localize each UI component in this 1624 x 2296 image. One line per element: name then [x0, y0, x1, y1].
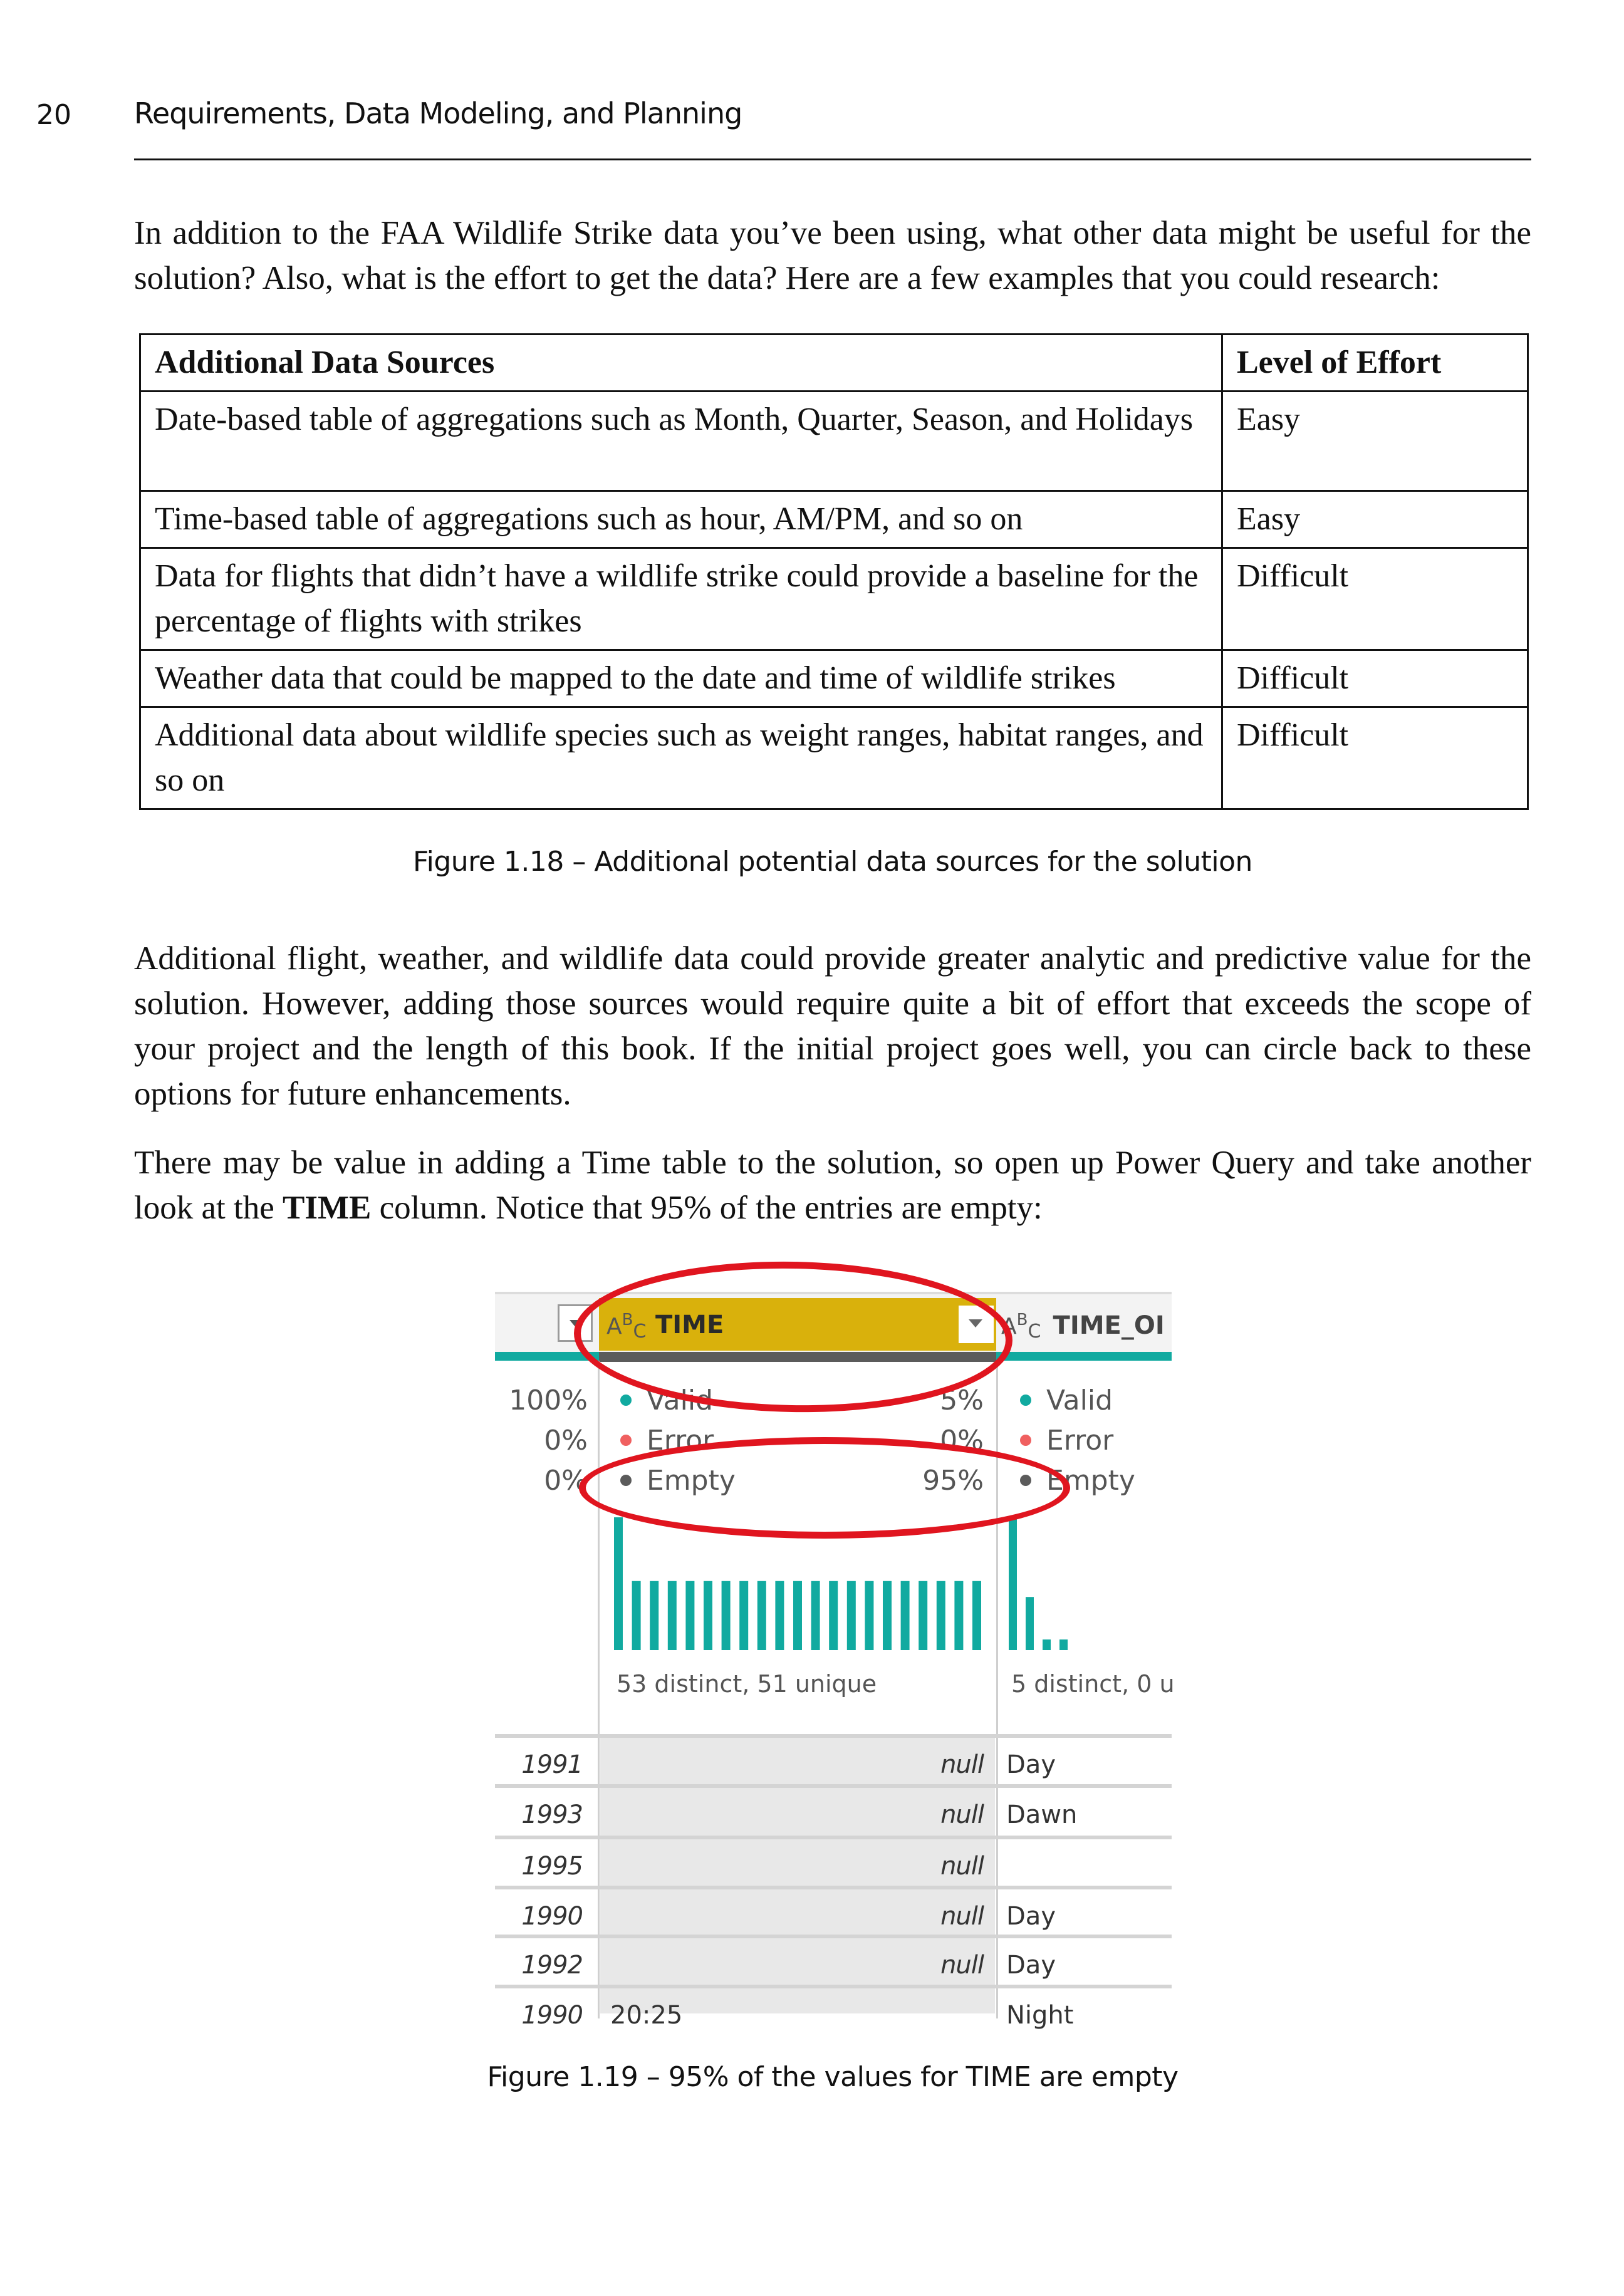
time-of-day-cell[interactable]: Dawn [1006, 1800, 1078, 1829]
time-null-cell[interactable]: null [940, 1800, 984, 1829]
tod-error-stat: Error [1020, 1425, 1113, 1457]
table-row [140, 650, 1528, 707]
figure-1-18-caption: Figure 1.18 – Additional potential data sources for the solution [413, 846, 1252, 878]
histogram-bar[interactable] [614, 1517, 623, 1650]
time-null-cell[interactable]: null [940, 1902, 984, 1931]
time-null-cell[interactable]: null [940, 1750, 984, 1779]
figure-1-19-caption: Figure 1.19 – 95% of the values for TIME are empty [487, 2061, 1179, 2093]
running-title: Requirements, Data Modeling, and Planning [134, 96, 742, 130]
column-header-sources: Additional Data Sources [140, 335, 1222, 392]
source-cell: Data for flights that didn’t have a wildlife strike could provide a baseline for the percentage of flights with strikes [140, 548, 1222, 650]
row-divider [495, 1985, 1172, 1988]
row-divider [495, 1784, 1172, 1788]
column-divider [598, 1361, 600, 2018]
power-query-screenshot [495, 1292, 1175, 2030]
row-divider [495, 1886, 1172, 1889]
histogram-bar[interactable] [901, 1581, 910, 1650]
time-cell[interactable]: 20:25 [610, 2001, 683, 2030]
time-column-name: TIME [655, 1311, 724, 1339]
valid-dot-icon [620, 1395, 632, 1406]
tod-valid-stat: Valid [1020, 1384, 1113, 1416]
year-cell[interactable]: 1995 [521, 1852, 583, 1881]
histogram-bar[interactable] [685, 1581, 694, 1650]
histogram-bar[interactable] [739, 1581, 748, 1650]
effort-cell: Difficult [1222, 650, 1528, 707]
time-of-day-cell[interactable]: Day [1006, 1951, 1056, 1980]
histogram-bar[interactable] [919, 1581, 927, 1650]
effort-cell: Difficult [1222, 548, 1528, 650]
histogram-bar[interactable] [865, 1581, 873, 1650]
data-sources-table [139, 333, 1529, 810]
histogram-bar[interactable] [954, 1581, 963, 1650]
histogram-bar[interactable] [757, 1581, 766, 1650]
histogram-bar[interactable] [937, 1581, 945, 1650]
histogram-bar[interactable] [1059, 1639, 1068, 1650]
time-of-day-distribution-chart [1009, 1517, 1134, 1650]
histogram-bar[interactable] [650, 1581, 658, 1650]
tod-empty-stat: Empty [1020, 1465, 1135, 1497]
table-row [140, 707, 1528, 809]
error-dot-icon [1020, 1435, 1031, 1446]
paragraph-time-table [134, 1140, 1531, 1230]
histogram-bar[interactable] [722, 1581, 731, 1650]
histogram-bar[interactable] [811, 1581, 820, 1650]
year-cell[interactable]: 1991 [521, 1750, 583, 1779]
time-distribution-label: 53 distinct, 51 unique [617, 1670, 877, 1698]
table-row [140, 491, 1528, 548]
source-cell: Time-based table of aggregations such as hour, AM/PM, and so on [140, 491, 1222, 548]
paragraph-text: There may be value in adding a Time table to the solution, so open up Power Query and take another look at the [134, 1145, 1531, 1226]
table-row [140, 548, 1528, 650]
annotation-ellipse-empty-stat [579, 1437, 1070, 1539]
prev-empty-pct: 0% [544, 1465, 588, 1497]
error-dot-icon [620, 1435, 632, 1446]
histogram-bar[interactable] [1009, 1517, 1017, 1650]
row-divider [495, 1734, 1172, 1738]
histogram-bar[interactable] [847, 1581, 856, 1650]
header-rule [134, 158, 1531, 160]
tod-distribution-label: 5 distinct, 0 u [1011, 1670, 1175, 1698]
time-error-stat: Error 0% [620, 1425, 984, 1457]
row-divider [495, 1836, 1172, 1839]
effort-cell: Easy [1222, 392, 1528, 491]
histogram-bar[interactable] [883, 1581, 892, 1650]
time-of-day-cell[interactable]: Day [1006, 1902, 1056, 1931]
text-type-icon: $A^B_C$ [606, 1311, 647, 1343]
prev-error-pct: 0% [544, 1425, 588, 1457]
effort-cell: Difficult [1222, 707, 1528, 809]
year-cell[interactable]: 1993 [521, 1800, 583, 1829]
histogram-bar[interactable] [775, 1581, 784, 1650]
histogram-bar[interactable] [972, 1581, 981, 1650]
histogram-bar[interactable] [704, 1581, 712, 1650]
histogram-bar[interactable] [1026, 1597, 1034, 1650]
year-cell[interactable]: 1990 [521, 2001, 583, 2030]
column-header-effort: Level of Effort [1222, 335, 1528, 392]
time-null-cell[interactable]: null [940, 1852, 984, 1881]
source-cell: Weather data that could be mapped to the date and time of wildlife strikes [140, 650, 1222, 707]
table-header-row [140, 335, 1528, 392]
time-of-day-column-name: TIME_OI [1053, 1311, 1165, 1340]
time-of-day-cell[interactable]: Night [1006, 2001, 1074, 2030]
time-null-cell[interactable]: null [940, 1951, 984, 1980]
year-cell[interactable]: 1992 [521, 1951, 583, 1980]
histogram-bar[interactable] [632, 1581, 641, 1650]
paragraph-text: column. Notice that 95% of the entries are empty: [371, 1190, 1043, 1226]
source-cell: Additional data about wildlife species such as weight ranges, habitat ranges, and so on [140, 707, 1222, 809]
effort-cell: Easy [1222, 491, 1528, 548]
row-divider [495, 1935, 1172, 1938]
time-valid-stat: Valid 5% [620, 1384, 984, 1416]
prev-valid-pct: 100% [509, 1384, 588, 1416]
histogram-bar[interactable] [1043, 1639, 1051, 1650]
year-cell[interactable]: 1990 [521, 1902, 583, 1931]
histogram-bar[interactable] [829, 1581, 838, 1650]
time-empty-stat: Empty 95% [620, 1465, 984, 1497]
valid-dot-icon [1020, 1395, 1031, 1406]
time-of-day-column-header[interactable] [1001, 1311, 1165, 1343]
time-column-emphasis: TIME [282, 1190, 372, 1226]
intro-paragraph: In addition to the FAA Wildlife Strike data you’ve been using, what other data might be useful for the solution? Also, what is the effort to get the data? Here are a few examples that you could research: [134, 215, 1531, 296]
page-number: 20 [36, 99, 71, 131]
time-of-day-cell[interactable]: Day [1006, 1750, 1056, 1779]
histogram-bar[interactable] [668, 1581, 677, 1650]
histogram-bar[interactable] [793, 1581, 802, 1650]
table-row [140, 392, 1528, 491]
paragraph-additional-data: Additional flight, weather, and wildlife data could provide greater analytic and predictive value for the solution. However, adding those sources would require quite a bit of effort that exceeds the scope of your project and the length of this book. If the initial project goes well, you can circle back to these options for future enhancements. [134, 940, 1531, 1112]
text-type-icon: $A^B_C$ [1001, 1311, 1041, 1343]
source-cell: Date-based table of aggregations such as Month, Quarter, Season, and Holidays [140, 392, 1222, 491]
